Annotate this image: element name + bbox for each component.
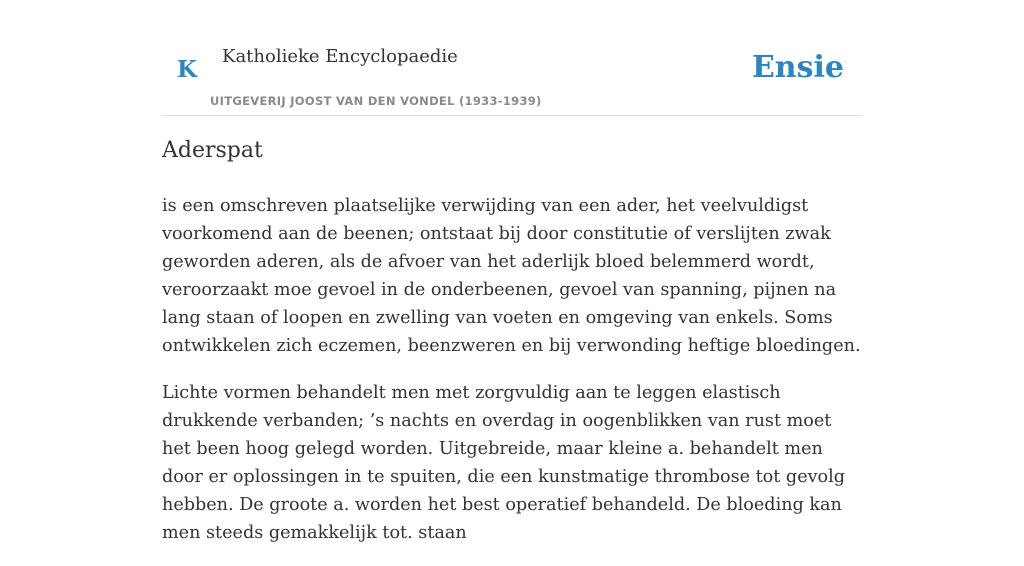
article-paragraph: Lichte vormen behandelt men met zorgvuldig aan te leggen elastisch drukkende verbanden; ’s nachts en overdag in oogenblikken van rust moet het been hoog gelegd worden. Uitgebreide, maar kleine a. behandelt men door er oplossingen in te spuiten, die een kunstmatige thrombose tot gevolg hebben. De groote a. worden het best operatief behandeld. De bloeding kan men steeds gemakkelijk tot. staan <box>162 383 846 543</box>
site-title[interactable]: Katholieke Encyclopaedie <box>222 46 458 67</box>
brand-logo[interactable]: Ensie <box>751 50 844 85</box>
article-title: Aderspat <box>162 138 263 163</box>
logo-k-icon[interactable]: K <box>177 56 197 83</box>
article-body <box>162 192 864 566</box>
article-paragraph: is een omschreven plaatselijke verwijding van een ader, het veelvuldigst voorkomend aan de beenen; ontstaat bij door constitutie of verslijten zwak geworden aderen, als de afvoer van het aderlijk bloed belemmerd wordt, veroorzaakt moe gevoel in de onderbeenen, gevoel van spanning, pijnen na lang staan of loopen en zwelling van voeten en omgeving van enkels. Soms ontwikkelen zich eczemen, beenzweren en bij verwonding heftige bloedingen. <box>162 196 861 356</box>
site-header <box>162 40 862 116</box>
publisher-subtitle: UITGEVERIJ JOOST VAN DEN VONDEL (1933-1939) <box>210 94 542 108</box>
